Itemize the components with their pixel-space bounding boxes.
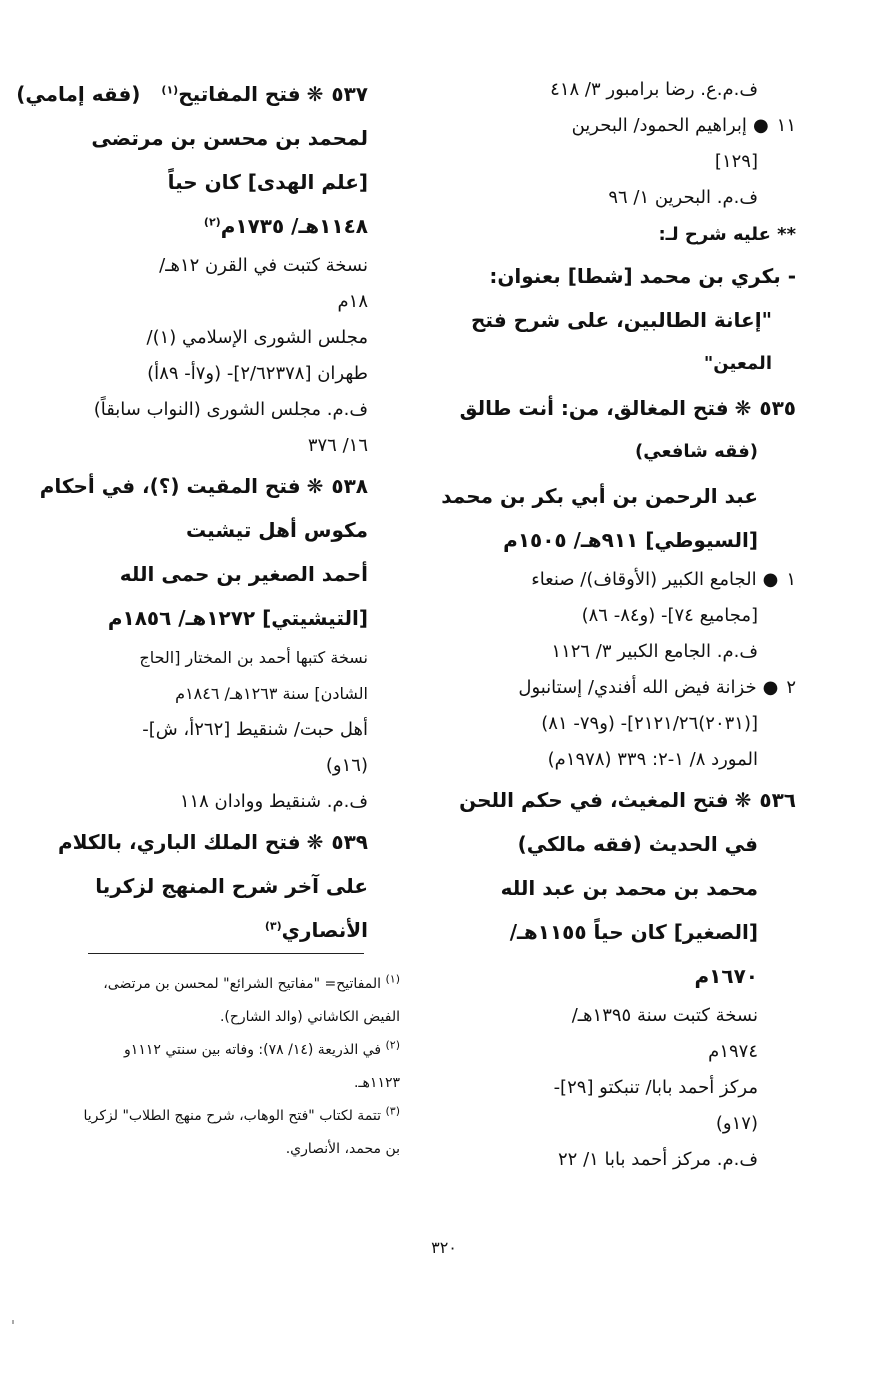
author-line: ١٦٧٠م	[694, 964, 758, 988]
entry-number: ٥٣٧	[331, 82, 368, 106]
footnote-ref: (٢)	[203, 215, 221, 229]
copy-note: نسخة كتبها أحمد بن المختار [الحاج	[139, 648, 368, 667]
entry-title: ٥٣٧❋فتح المفاتيح$^{(١)}$ (فقه إمامي)	[68, 72, 368, 116]
author-line: [علم الهدى] كان حياً	[167, 170, 368, 194]
author-line: أحمد الصغير بن حمى الله	[119, 562, 368, 586]
footnote: $^{(٢)}$ في الذريعة (١٤/ ٧٨): وفاته بين سنتي ١١١٢و ١١٢٣هـ.	[124, 1038, 400, 1091]
author-line: ١١٤٨هـ/ ١٧٣٥م$^{(٢)}$	[203, 214, 368, 238]
scan-artifact	[12, 1320, 14, 1324]
author-line: [الصغير] كان حياً ١١٥٥هـ/	[509, 920, 758, 944]
manuscript-shelf: [مجاميع ٧٤]- (و٨٤- ٨٦)	[581, 605, 758, 626]
right-column	[441, 72, 796, 1178]
footnote-divider	[88, 953, 364, 954]
asterism-icon: ❋	[734, 788, 752, 812]
page-number: ٣٢٠	[431, 1238, 457, 1257]
entry-subject: (فقه إمامي)	[16, 82, 141, 106]
copy-note: ١٩٧٤م	[708, 1041, 758, 1062]
footnote-mark: (٢)	[385, 1038, 400, 1052]
copy-note: نسخة كتبت في القرن ١٢هـ/	[159, 255, 368, 276]
shelfmark: ف.م.ع. رضا برامبور ٣/ ٤١٨	[550, 79, 758, 100]
asterism-icon: ❋	[306, 474, 324, 498]
catalog-reference: ف.م. مجلس الشورى (النواب سابقاً)	[93, 399, 368, 420]
manuscript-shelf: [١٢٩]	[714, 151, 758, 172]
copy-note: نسخة كتبت سنة ١٣٩٥هـ/	[571, 1005, 758, 1026]
entry-number: ٥٣٩	[331, 830, 368, 854]
author-line: [السيوطي] ٩١١هـ/ ١٥٠٥م	[503, 528, 758, 552]
entry-number: ٥٣٦	[759, 788, 796, 812]
location: مركز أحمد بابا/ تنبكتو [٢٩]-	[553, 1077, 758, 1098]
manuscript-item: ٢●خزانة فيض الله أفندي/ إستانبول	[480, 670, 796, 706]
entry-subject: مكوس أهل تيشيت	[185, 518, 368, 542]
catalog-reference: ف.م. شنقيط ووادان ١١٨	[179, 791, 368, 812]
footnote-ref: (٣)	[264, 919, 282, 933]
left-column	[16, 72, 368, 952]
commentary-line: - بكري بن محمد [شطا] بعنوان:	[489, 264, 796, 288]
manuscript-item: ١١●إبراهيم الحمود/ البحرين	[480, 108, 796, 144]
bullet-icon: ●	[762, 677, 779, 698]
footnote-mark: (١)	[385, 972, 400, 986]
asterism-icon: ❋	[306, 82, 324, 106]
author-line: عبد الرحمن بن أبي بكر بن محمد	[441, 484, 758, 508]
manuscript-shelf: [(٢٠٣١)٢١٢١/٢٦]- (و٧٩- ٨١)	[541, 713, 758, 734]
commentary-line: المعين"	[703, 353, 772, 374]
entry-title-continued: الأنصاري$^{(٣)}$	[264, 918, 368, 942]
manuscript-item: ١●الجامع الكبير (الأوقاف)/ صنعاء	[480, 562, 796, 598]
entry-title: ٥٣٥❋فتح المغالق، من: أنت طالق	[480, 386, 796, 430]
footnote: $^{(٣)}$ تتمة لكتاب "فتح الوهاب، شرح منهج الطلاب" لزكريا بن محمد، الأنصاري.	[83, 1104, 400, 1157]
author-line: محمد بن محمد بن عبد الله	[500, 876, 758, 900]
catalog-reference: المورد ٨/ ١-٢: ٣٣٩ (١٩٧٨م)	[547, 749, 758, 770]
catalog-reference: ف.م. البحرين ١/ ٩٦	[608, 187, 758, 208]
location: أهل حبت/ شنقيط [٢٦٢أ، ش]-	[142, 719, 368, 740]
copy-note: ١٨م	[337, 291, 368, 312]
location: طهران [٢/٦٢٣٧٨]- (و٧أ- ٨٩أ)	[147, 363, 368, 384]
entry-title: ٥٣٩❋فتح الملك الباري، بالكلام	[68, 820, 368, 864]
catalog-reference: ف.م. مركز أحمد بابا ١/ ٢٢	[558, 1149, 758, 1170]
catalog-reference: ف.م. الجامع الكبير ٣/ ١١٢٦	[551, 641, 758, 662]
catalog-reference: ١٦/ ٣٧٦	[307, 435, 368, 456]
footnotes	[78, 968, 400, 1166]
footnote: $^{(١)}$ المفاتيح= "مفاتيح الشرائع" لمحسن بن مرتضى، الفيض الكاشاني (والد الشارح).	[103, 972, 400, 1025]
entry-subject: (فقه شافعي)	[635, 441, 758, 462]
asterism-icon: ❋	[734, 396, 752, 420]
entry-title-continued: على آخر شرح المنهج لزكريا	[95, 874, 368, 898]
commentary-line: "إعانة الطالبين، على شرح فتح	[471, 308, 772, 332]
footnote-ref: (١)	[161, 83, 179, 97]
location: مجلس الشورى الإسلامي (١)/	[146, 327, 368, 348]
bullet-icon: ●	[762, 569, 779, 590]
entry-number: ٥٣٨	[331, 474, 368, 498]
entry-title: ٥٣٨❋فتح المقيت (؟)، في أحكام	[68, 464, 368, 508]
author-line: [التيشيتي] ١٢٧٢هـ/ ١٨٥٦م	[107, 606, 368, 630]
location: (١٧و)	[715, 1113, 758, 1134]
entry-number: ٥٣٥	[759, 396, 796, 420]
copy-note: الشادن] سنة ١٢٦٣هـ/ ١٨٤٦م	[175, 684, 368, 703]
commentary-heading: ** عليه شرح لـ:	[658, 224, 796, 245]
entry-subject: في الحديث (فقه مالكي)	[517, 832, 758, 856]
bullet-icon: ●	[752, 115, 769, 136]
location: (١٦و)	[325, 755, 368, 776]
footnote-mark: (٣)	[385, 1104, 400, 1118]
entry-title: ٥٣٦❋فتح المغيث، في حكم اللحن	[480, 778, 796, 822]
asterism-icon: ❋	[306, 830, 324, 854]
author-line: لمحمد بن محسن بن مرتضى	[91, 126, 368, 150]
